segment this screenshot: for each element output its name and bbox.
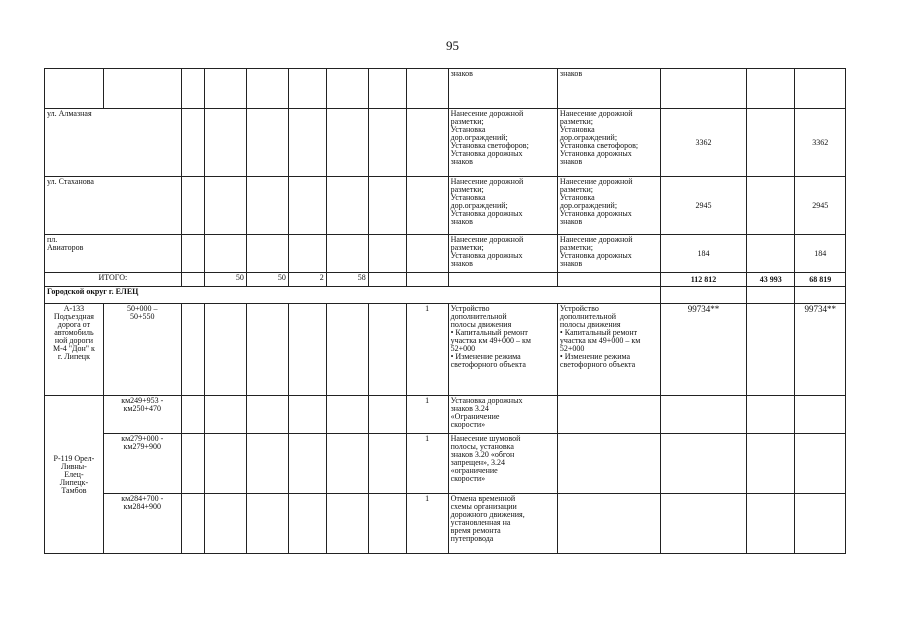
measures-cell: Нанесение дорожной разметки; Установка дор.ограждений; Установка дорожных знаков — [557, 177, 660, 235]
measures-cell: Нанесение шумовой полосы, установка знаков 3.20 «обгон запрещен», 3.24 «ограничение скорости» — [448, 434, 557, 494]
total-value: 58 — [326, 273, 368, 287]
total-sum: 112 812 — [660, 273, 746, 287]
cost-cell: 2945 — [795, 177, 846, 235]
total-value: 2 — [288, 273, 326, 287]
measures-cell: знаков — [448, 69, 557, 109]
count-cell: 1 — [406, 304, 448, 396]
table-row — [45, 177, 846, 235]
road-segment: км249+953 - км250+470 — [103, 396, 181, 434]
total-value: 50 — [204, 273, 246, 287]
cost-cell: 184 — [660, 235, 746, 273]
section-title: Городской округ г. ЕЛЕЦ — [45, 287, 661, 304]
road-segment: км284+700 - км284+900 — [103, 494, 181, 554]
measures-cell: Нанесение дорожной разметки; Установка дорожных знаков — [448, 235, 557, 273]
total-label: ИТОГО: — [45, 273, 182, 287]
road-name: А-133 Подъездная дорога от автомобиль ной дороги М-4 "Дон" к г. Липецк — [45, 304, 104, 396]
measures-cell: Нанесение дорожной разметки; Установка дорожных знаков — [557, 235, 660, 273]
measures-cell: Установка дорожных знаков 3.24 «Ограничение скорости» — [448, 396, 557, 434]
measures-cell: знаков — [557, 69, 660, 109]
total-row — [45, 273, 846, 287]
road-works-table — [44, 68, 846, 554]
road-segment: 50+000 – 50+550 — [103, 304, 181, 396]
street-name: пл. Авиаторов — [45, 235, 182, 273]
count-cell: 1 — [406, 434, 448, 494]
table-row — [45, 235, 846, 273]
total-sum: 68 819 — [795, 273, 846, 287]
table-row — [45, 109, 846, 177]
measures-cell: Устройство дополнительной полосы движения • Капитальный ремонт участка км 49+000 – км 52+000 • Изменение режима светофорного объекта — [448, 304, 557, 396]
cost-cell: 3362 — [795, 109, 846, 177]
road-name: Р-119 Орел- Ливны- Елец- Липецк- Тамбов — [45, 396, 104, 554]
table-row — [45, 69, 846, 109]
measures-cell: Нанесение дорожной разметки; Установка дор.ограждений; Установка светофоров; Установка дорожных знаков — [557, 109, 660, 177]
cost-cell: 2945 — [660, 177, 746, 235]
cost-cell: 3362 — [660, 109, 746, 177]
cost-cell: 99734** — [795, 304, 846, 396]
cost-cell: 184 — [795, 235, 846, 273]
street-name: ул. Стаханова — [45, 177, 182, 235]
cost-cell: 99734** — [660, 304, 746, 396]
measures-cell: Нанесение дорожной разметки; Установка дор.ограждений; Установка светофоров; Установка дорожных знаков — [448, 109, 557, 177]
page-number: 95 — [446, 38, 459, 53]
table-row — [45, 434, 846, 494]
table-row — [45, 304, 846, 396]
total-sum: 43 993 — [747, 273, 795, 287]
road-segment: км279+000 - км279+900 — [103, 434, 181, 494]
count-cell: 1 — [406, 396, 448, 434]
table-row — [45, 494, 846, 554]
measures-cell: Устройство дополнительной полосы движения • Капитальный ремонт участка км 49+000 – км 52+000 • Изменение режима светофорного объекта — [557, 304, 660, 396]
count-cell: 1 — [406, 494, 448, 554]
total-value: 50 — [246, 273, 288, 287]
street-name: ул. Алмазная — [45, 109, 182, 177]
measures-cell: Нанесение дорожной разметки; Установка дор.ограждений; Установка дорожных знаков — [448, 177, 557, 235]
table-row — [45, 396, 846, 434]
section-row — [45, 287, 846, 304]
measures-cell: Отмена временной схемы организации дорожного движения, установленная на время ремонта путепровода — [448, 494, 557, 554]
